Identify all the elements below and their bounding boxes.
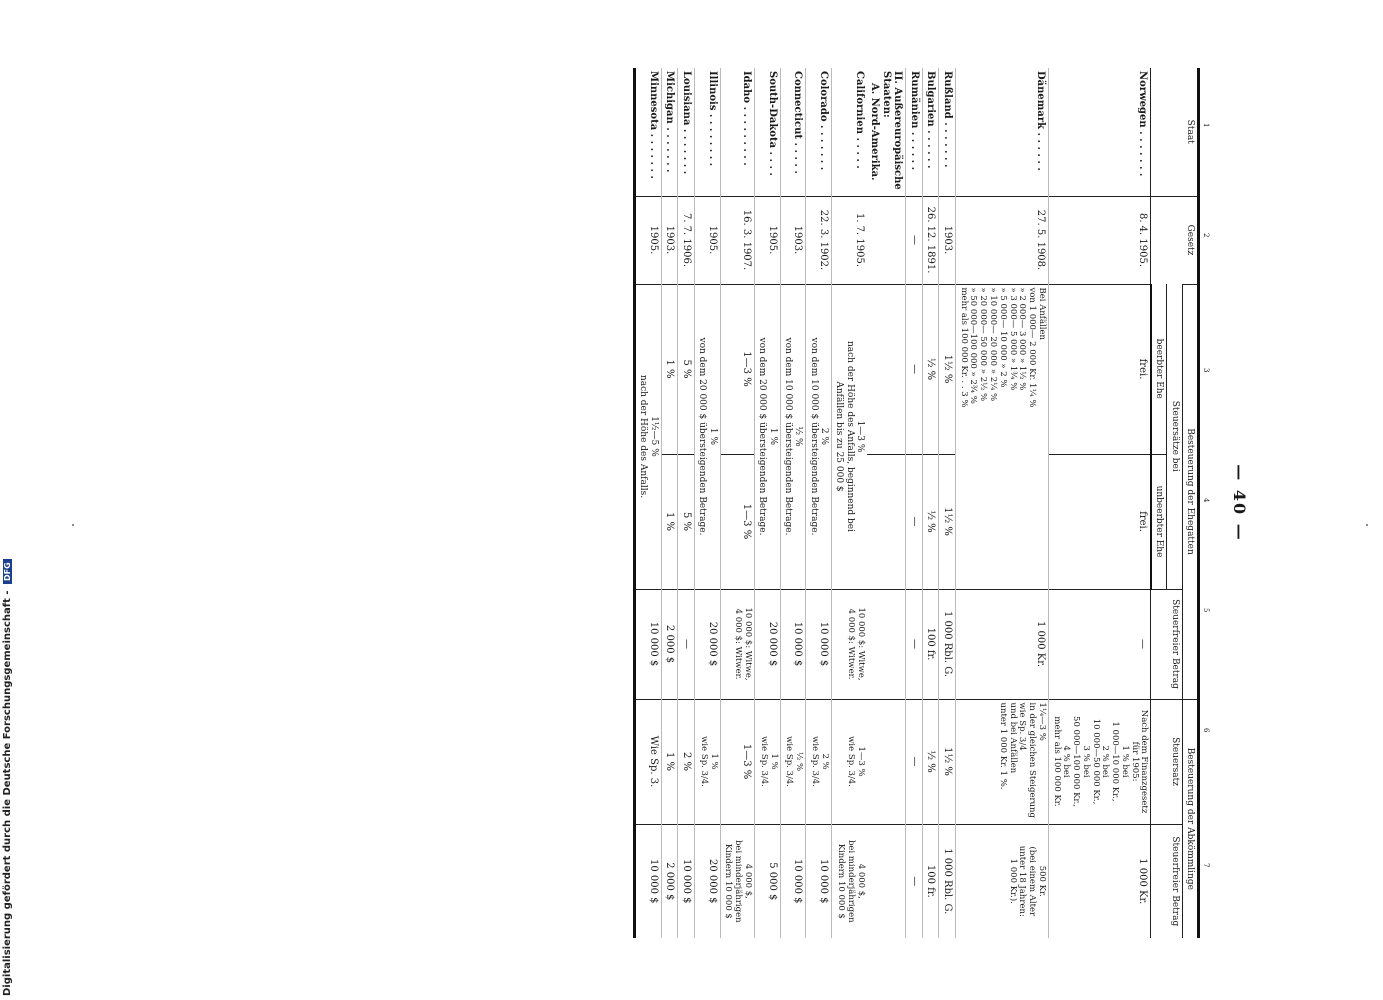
header-beerbter: beerbter Ehe xyxy=(1151,284,1167,454)
row-staat: South-Dakota . . . . xyxy=(754,68,780,196)
row-gesetz: 1903. xyxy=(661,196,678,284)
row-frei: — xyxy=(678,589,695,699)
row-beerbt: 1½ % xyxy=(939,284,956,454)
row-staat: Rußland . . . . . . . xyxy=(939,68,956,196)
header-steuersatz: Steuersatz xyxy=(1151,699,1182,824)
row-satz: Nach dem Finanzgesetz für 1905: 1 % bei 1 000—10 000 Kr., 2 % bei 10 000—50 000 Kr., 3 % bei 50 000—100 000 Kr., 4 % bei mehr als 100 000 Kr. xyxy=(1048,699,1151,824)
rotated-page xyxy=(130,68,1249,938)
table-row xyxy=(906,68,923,938)
table-row xyxy=(1048,68,1151,938)
row-frei-abk: 100 fr. xyxy=(922,824,939,938)
row-gesetz: — xyxy=(906,196,923,284)
row-satz: 1—3 % xyxy=(720,699,754,824)
row-staat: Minnesota . . . . . . . xyxy=(635,68,662,196)
header-gesetz: Gesetz xyxy=(1151,196,1199,284)
row-frei: 10 000 $: Witwe, 4 000 $: Witwer. xyxy=(831,589,867,699)
section-title-text: II. Außereuropäische Staaten: xyxy=(880,71,904,190)
row-frei: — xyxy=(906,589,923,699)
table-row xyxy=(831,68,867,938)
col-number-3: 3 xyxy=(1202,368,1210,373)
row-satz: 1 % wie Sp. 3/4. xyxy=(694,699,720,824)
row-gesetz: 1903. xyxy=(939,196,956,284)
row-frei: — xyxy=(1048,589,1151,699)
row-satz: ½ % wie Sp. 3/4. xyxy=(780,699,806,824)
row-beerbt: ½ % xyxy=(922,284,939,454)
row-staat: Illinois . . . . . . . . xyxy=(694,68,720,196)
row-unbeerbt: 5 % xyxy=(678,454,695,589)
row-frei-abk: 1 000 Kr. xyxy=(1048,824,1151,938)
row-staat: Idaho . . . . . . . . . xyxy=(720,68,754,196)
row-satz: 1¼—3 % in der gleichen Steigerung wie Sp. 3/4 und bei Anfällen unter 1 000 Kr. 1 %. xyxy=(955,699,1048,824)
row-beerbt: 5 % xyxy=(678,284,695,454)
row-frei: 10 000 $ xyxy=(780,589,806,699)
table-row xyxy=(635,68,662,938)
row-gesetz: 16. 3. 1907. xyxy=(720,196,754,284)
row-steuersatz-span: 1 % von dem 20 000 $ übersteigenden Betrage. xyxy=(754,284,780,589)
row-satz: 1 % xyxy=(661,699,678,824)
dfg-logo: DFG xyxy=(3,559,12,584)
table-row xyxy=(939,68,956,938)
table-row xyxy=(754,68,780,938)
row-steuersatz-span: 1—3 % nach der Höhe des Anfalls, beginnend bei Anfällen bis zu 25 000 $ xyxy=(831,284,867,589)
row-gesetz: 1905. xyxy=(635,196,662,284)
row-gesetz: 1905. xyxy=(694,196,720,284)
section-heading-row xyxy=(867,68,906,938)
header-ehegatten: Besteuerung der Ehegatten xyxy=(1182,284,1198,699)
table-row xyxy=(955,68,1048,938)
row-frei: 1 000 Kr. xyxy=(955,589,1048,699)
row-frei-abk: 10 000 $ xyxy=(678,824,695,938)
row-staat: Michigan . . . . . . . xyxy=(661,68,678,196)
col-number-2: 2 xyxy=(1202,233,1210,238)
col-number-4: 4 xyxy=(1202,498,1210,503)
row-beerbt: frei. xyxy=(1048,284,1151,454)
header-staat: Staat xyxy=(1151,68,1199,196)
table-row xyxy=(780,68,806,938)
section-title xyxy=(867,68,906,196)
row-frei: 10 000 $ xyxy=(635,589,662,699)
row-gesetz: 7. 7. 1906. xyxy=(678,196,695,284)
row-frei: 10 000 $ xyxy=(806,589,832,699)
row-satz: 1½ % xyxy=(939,699,956,824)
scan-speck xyxy=(72,524,74,526)
row-gesetz: 27. 5. 1908. xyxy=(955,196,1048,284)
row-frei-abk: 500 Kr. (bei einem Alter unter 18 Jahren: 1 000 Kr.). xyxy=(955,824,1048,938)
row-steuersatz-span: 1½—5 % nach der Höhe des Anfalls. xyxy=(635,284,662,589)
header-steuerfrei-gatten: Steuerfreier Betrag xyxy=(1151,589,1182,699)
table-row xyxy=(678,68,695,938)
subsection-title: A. Nord-Amerika. xyxy=(869,82,881,181)
row-gesetz: 1905. xyxy=(754,196,780,284)
row-satz: 1—3 % wie Sp. 3/4. xyxy=(831,699,867,824)
row-steuersatz-span: 1 % von dem 20 000 $ übersteigenden Betrage. xyxy=(694,284,720,589)
scan-speck xyxy=(1366,524,1368,526)
row-frei-abk: 4 000 $, bei minderjährigen Kindern 10 000 $ xyxy=(720,824,754,938)
row-gesetz: 1. 7. 1905. xyxy=(831,196,867,284)
row-staat: Colorado . . . . . . . xyxy=(806,68,832,196)
row-frei-abk: — xyxy=(906,824,923,938)
row-unbeerbt: 1½ % xyxy=(939,454,956,589)
row-frei-abk: 1 000 Rbl. G. xyxy=(939,824,956,938)
row-satz: ½ % xyxy=(922,699,939,824)
header-unbeerbter: unbeerbter Ehe xyxy=(1151,454,1167,589)
table-row xyxy=(922,68,939,938)
header-abkoemmlinge: Besteuerung der Abkömmlinge xyxy=(1182,699,1198,938)
row-staat: Norwegen . . . . . . . xyxy=(1048,68,1151,196)
row-frei: 20 000 $ xyxy=(694,589,720,699)
row-frei-abk: 5 000 $ xyxy=(754,824,780,938)
header-steuerfrei-abk: Steuerfreier Betrag xyxy=(1151,824,1182,938)
row-staat: Connecticut . . . . . xyxy=(780,68,806,196)
row-satz: 2 % wie Sp. 3/4. xyxy=(806,699,832,824)
row-beerbt: — xyxy=(906,284,923,454)
row-unbeerbt: — xyxy=(906,454,923,589)
row-frei-abk: 4 000 $, bei minderjährigen Kindern 10 000 $ xyxy=(831,824,867,938)
col-number-5: 5 xyxy=(1202,608,1210,613)
row-unbeerbt: frei. xyxy=(1048,454,1151,589)
row-unbeerbt: 1—3 % xyxy=(720,454,754,589)
row-staat: Dänemark . . . . . . xyxy=(955,68,1048,196)
row-frei-abk: 10 000 $ xyxy=(635,824,662,938)
column-numbers xyxy=(1200,68,1210,938)
digitization-footer: Digitalisierung gefördert durch die Deutsche Forschungsgemeinschaft - DFG xyxy=(2,0,16,996)
row-satz: Wie Sp. 3. xyxy=(635,699,662,824)
row-steuersatz-span: 2 % von dem 10 000 $ übersteigenden Betrage. xyxy=(806,284,832,589)
table-row xyxy=(694,68,720,938)
header-steuersaetze-bei: Steuersätze bei xyxy=(1167,284,1182,589)
row-frei: 20 000 $ xyxy=(754,589,780,699)
row-frei-abk: 10 000 $ xyxy=(780,824,806,938)
row-gesetz: 26. 12. 1891. xyxy=(922,196,939,284)
table-row xyxy=(720,68,754,938)
row-frei: 1 000 Rbl. G. xyxy=(939,589,956,699)
row-frei: 10 000 $: Witwe, 4 000 $: Witwer. xyxy=(720,589,754,699)
row-frei: 100 fr. xyxy=(922,589,939,699)
row-satz: 1 % wie Sp. 3/4. xyxy=(754,699,780,824)
row-steuersatz-span: ½ % von dem 10 000 $ übersteigenden Betrage. xyxy=(780,284,806,589)
row-frei-abk: 10 000 $ xyxy=(806,824,832,938)
tax-table xyxy=(633,68,1200,938)
row-gesetz: 22. 3. 1902. xyxy=(806,196,832,284)
col-number-1: 1 xyxy=(1202,123,1210,128)
row-gesetz: 8. 4. 1905. xyxy=(1048,196,1151,284)
row-satz: 2 % xyxy=(678,699,695,824)
row-frei: 2 000 $ xyxy=(661,589,678,699)
row-unbeerbt: 1 % xyxy=(661,454,678,589)
page-number: — 40 — xyxy=(1230,464,1249,542)
row-beerbt: 1—3 % xyxy=(720,284,754,454)
table-row xyxy=(661,68,678,938)
row-unbeerbt: ½ % xyxy=(922,454,939,589)
col-number-7: 7 xyxy=(1202,863,1210,868)
row-satz: — xyxy=(906,699,923,824)
row-staat: Louisiana . . . . . . . xyxy=(678,68,695,196)
footer-text: Digitalisierung gefördert durch die Deutsche Forschungsgemeinschaft xyxy=(2,598,13,996)
row-beerbt: 1 % xyxy=(661,284,678,454)
row-frei-abk: 2 000 $ xyxy=(661,824,678,938)
row-gesetz: 1903. xyxy=(780,196,806,284)
col-number-6: 6 xyxy=(1202,728,1210,733)
row-staat: Bulgarien . . . . . . xyxy=(922,68,939,196)
row-beerbt: Bei Anfällen von 1 000— 2 000 Kr. 1¼ % » 2 000— 3 000 » 1½ % » 3 000— 5 000 » 1¾ % » 5 000— 10 000 » 2 % » 10 000— 20 000 » 2¼ % » 20 000— 50 000 » 2½ % » 50 000—100 000 » 2¾ % mehr als 100 000 Kr. . . 3 % xyxy=(955,284,1048,589)
row-staat: Californien . . . . . xyxy=(831,68,867,196)
row-frei-abk: 20 000 $ xyxy=(694,824,720,938)
row-staat: Rumänien . . . . . . xyxy=(906,68,923,196)
table-row xyxy=(806,68,832,938)
